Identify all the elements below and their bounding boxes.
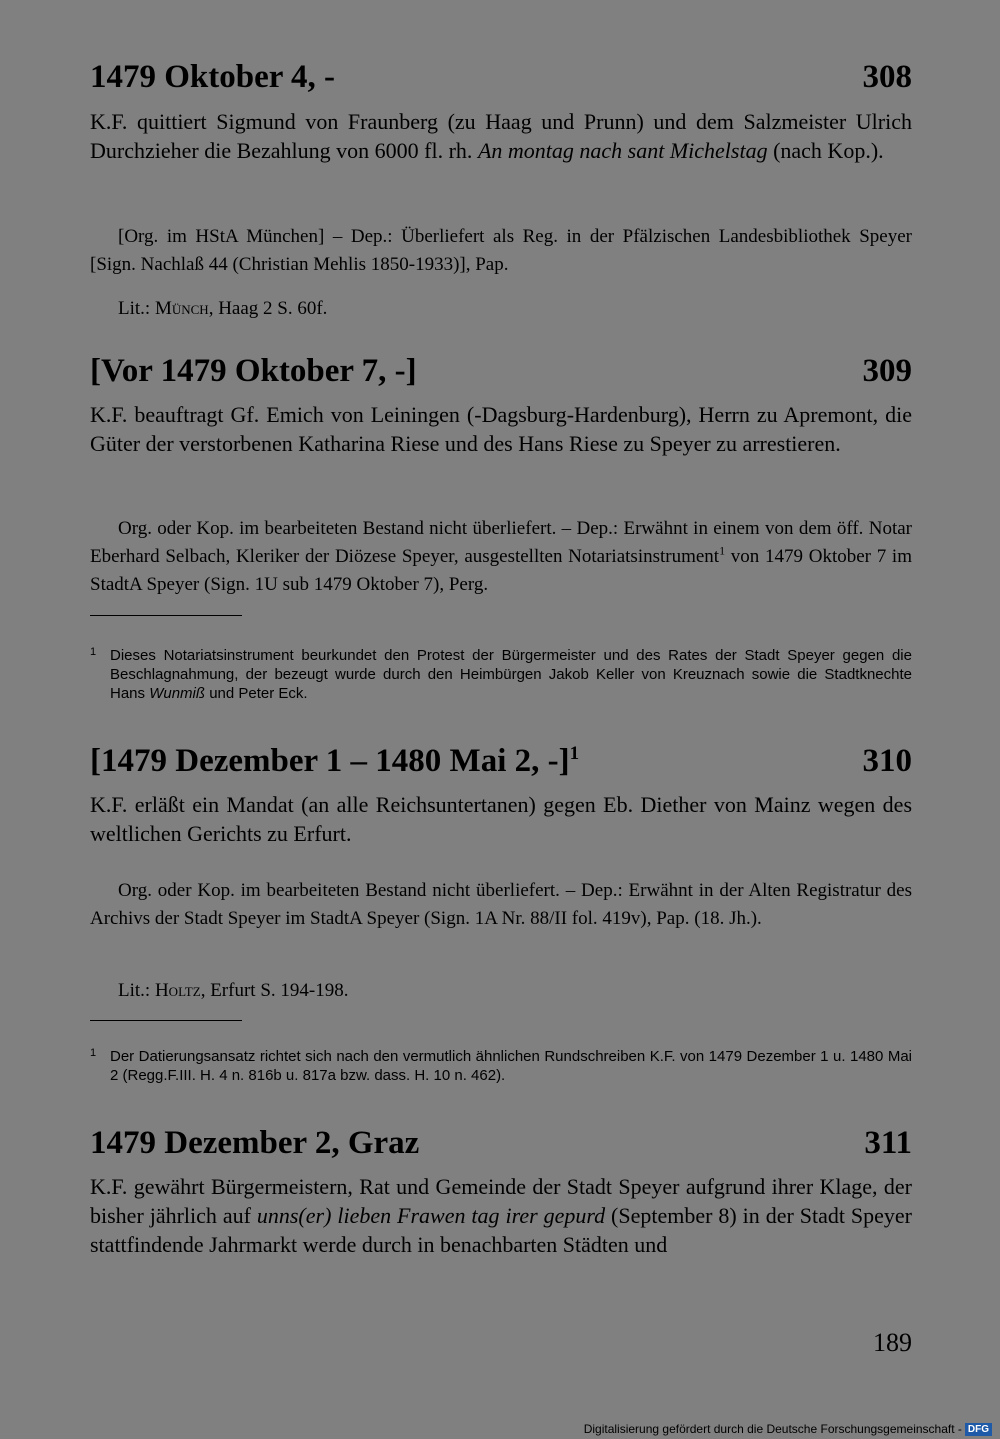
footnote-divider bbox=[90, 615, 242, 616]
funding-footer bbox=[584, 1422, 992, 1436]
dfg-logo-icon: DFG bbox=[965, 1423, 992, 1436]
entry-number: 309 bbox=[862, 353, 912, 389]
entry-heading-310 bbox=[90, 742, 912, 780]
entry-date: [Vor 1479 Oktober 7, -] bbox=[90, 353, 417, 389]
entry-date: 1479 Oktober 4, - bbox=[90, 59, 336, 95]
entry-number: 308 bbox=[862, 59, 912, 95]
entry-heading-309 bbox=[90, 352, 912, 390]
entry-heading-308 bbox=[90, 58, 912, 96]
entry-lit-308: Lit.: Münch, Haag 2 S. 60f. bbox=[118, 298, 328, 319]
entry-note-309: Org. oder Kop. im bearbeiteten Bestand nicht überliefert. – Dep.: Erwähnt in einem von dem öff. Notar Eberhard Selbach, Kleriker der Diözese Speyer, ausgestellten Notariatsinstrument$^1$ von 1479 Oktober 7 im StadtA Speyer (Sign. 1U sub 1479 Oktober 7), Perg. bbox=[90, 518, 912, 595]
entry-date: [1479 Dezember 1 – 1480 Mai 2, -]$^1$ bbox=[90, 743, 580, 779]
entry-heading-311 bbox=[90, 1124, 912, 1162]
entry-number: 310 bbox=[862, 743, 912, 779]
entry-summary-311: K.F. gewährt Bürgermeistern, Rat und Gemeinde der Stadt Speyer aufgrund ihrer Klage, der bisher jährlich auf unns(er) lieben Frawen tag irer gepurd (September 8) in der Stadt Speyer stattfindende Jahrmarkt werde durch in benachbarten Städten und bbox=[90, 1174, 912, 1257]
entry-lit-310: Lit.: Holtz, Erfurt S. 194-198. bbox=[118, 980, 349, 1001]
entry-note-308: [Org. im HStA München] – Dep.: Überliefert als Reg. in der Pfälzischen Landesbibliothek Speyer [Sign. Nachlaß 44 (Christian Mehlis 1850-1933)], Pap. bbox=[90, 226, 912, 275]
footnote-309: 1 Dieses Notariatsinstrument beurkundet den Protest der Bürgermeister und des Rates der Stadt Speyer gegen die Beschlagnahmung, der bezeugt wurde durch den Heimbürgen Jakob Keller von Kreuznach sowie die Stadtknechte Hans Wunmiß und Peter Eck. bbox=[90, 646, 912, 702]
page-number: 189 bbox=[873, 1328, 912, 1357]
footer-text: Digitalisierung gefördert durch die Deutsche Forschungsgemeinschaft - bbox=[583, 1422, 962, 1436]
footnote-310: 1 Der Datierungsansatz richtet sich nach den vermutlich ähnlichen Rundschreiben K.F. von 1479 Dezember 1 u. 1480 Mai 2 (Regg.F.III. H. 4 n. 816b u. 817a bzw. dass. H. 10 n. 462). bbox=[90, 1047, 912, 1084]
entry-summary-310: K.F. erläßt ein Mandat (an alle Reichsuntertanen) gegen Eb. Diether von Mainz wegen des weltlichen Gerichts zu Erfurt. bbox=[90, 792, 912, 846]
entry-note-310: Org. oder Kop. im bearbeiteten Bestand nicht überliefert. – Dep.: Erwähnt in der Alten Registratur des Archivs der Stadt Speyer im StadtA Speyer (Sign. 1A Nr. 88/II fol. 419v), Pap. (18. Jh.). bbox=[90, 880, 912, 929]
entry-summary-309: K.F. beauftragt Gf. Emich von Leiningen (-Dagsburg-Hardenburg), Herrn zu Apremont, die Güter der verstorbenen Katharina Riese und des Hans Riese zu Speyer zu arrestieren. bbox=[90, 402, 912, 456]
entry-summary-308: K.F. quittiert Sigmund von Fraunberg (zu Haag und Prunn) und dem Salzmeister Ulrich Durchzieher die Bezahlung von 6000 fl. rh. An montag nach sant Michelstag (nach Kop.). bbox=[90, 109, 912, 163]
footnote-divider bbox=[90, 1020, 242, 1021]
entry-date: 1479 Dezember 2, Graz bbox=[90, 1125, 420, 1161]
entry-number: 311 bbox=[864, 1125, 912, 1161]
